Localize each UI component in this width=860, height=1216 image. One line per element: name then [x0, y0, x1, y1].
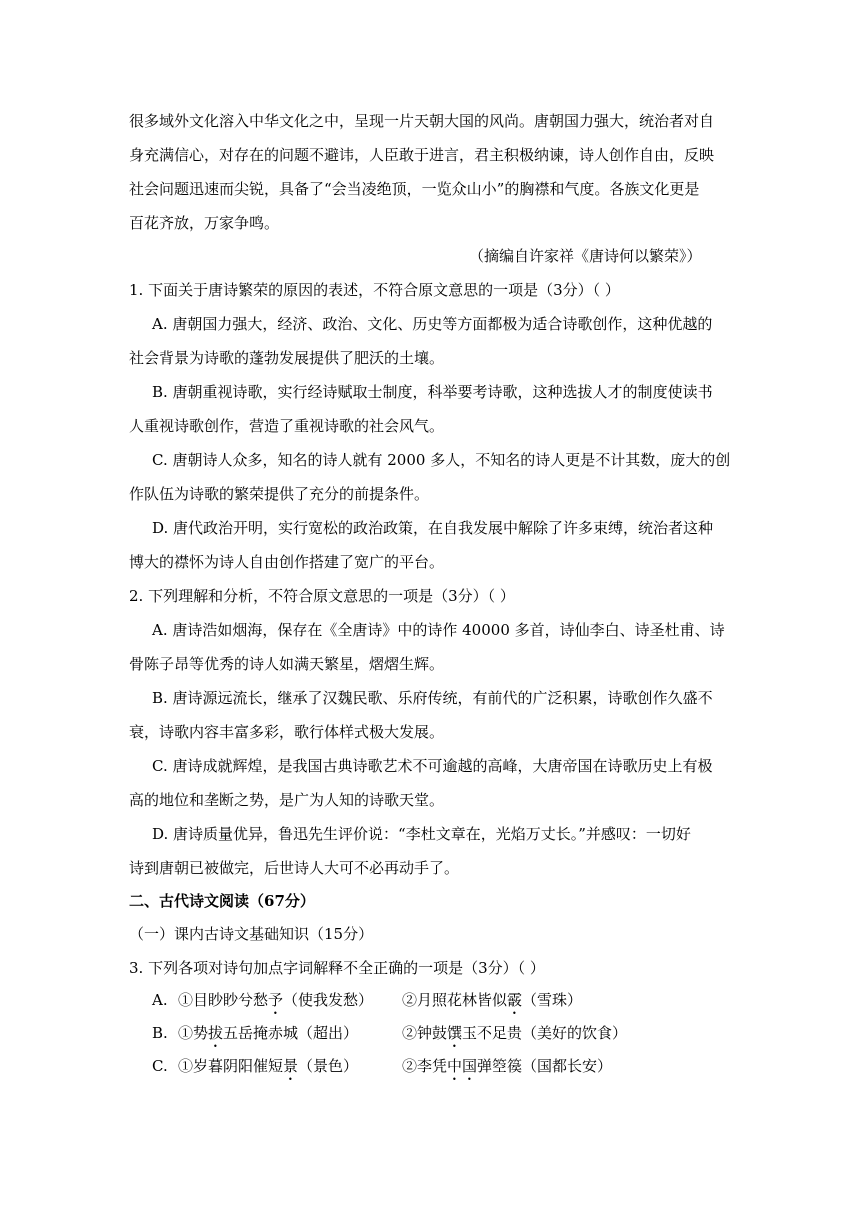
section-2-subtitle: （一）课内古诗文基础知识（15分） — [129, 925, 374, 943]
q1-option-b-cont: 人重视诗歌创作，营造了重视诗歌的社会风气。 — [129, 417, 445, 435]
q2-option-b: B. 唐诗源远流长，继承了汉魏民歌、乐府传统，有前代的广泛积累，诗歌创作久盛不 — [152, 689, 713, 707]
q3-option-c-right: ②李凭中国弹箜篌（国都长安） — [402, 1057, 613, 1075]
passage-line: 百花齐放，万家争鸣。 — [129, 214, 280, 232]
question-3-stem: 3. 下列各项对诗句加点字词解释不全正确的一项是（3分）（ ） — [129, 959, 545, 977]
q1-option-c: C. 唐朝诗人众多，知名的诗人就有 2000 多人，不知名的诗人更是不计其数，庞大的创 — [152, 451, 731, 469]
q3-option-c-left: ①岁暮阴阳催短景（景色） — [178, 1057, 359, 1075]
section-2-title: 二、古代诗文阅读（67分） — [129, 892, 315, 910]
q2-option-c-cont: 高的地位和垄断之势，是广为人知的诗歌天堂。 — [129, 791, 445, 809]
q3-option-c-letter: C. — [152, 1057, 168, 1075]
q3-option-a-left: ①目眇眇兮愁予（使我发愁） — [178, 991, 374, 1009]
q1-option-b: B. 唐朝重视诗歌，实行经诗赋取士制度，科举要考诗歌，这种选拔人才的制度使读书 — [152, 383, 713, 401]
q2-option-a: A. 唐诗浩如烟海，保存在《全唐诗》中的诗作 40000 多首，诗仙李白、诗圣杜甫、诗 — [152, 621, 725, 639]
question-1-stem: 1. 下面关于唐诗繁荣的原因的表述，不符合原文意思的一项是（3分）（ ） — [129, 281, 620, 299]
q2-option-b-cont: 衰，诗歌内容丰富多彩，歌行体样式极大发展。 — [129, 723, 445, 741]
q2-option-c: C. 唐诗成就辉煌，是我国古典诗歌艺术不可逾越的高峰，大唐帝国在诗歌历史上有极 — [152, 757, 713, 775]
q3-option-a-right: ②月照花林皆似霰（雪珠） — [402, 991, 583, 1009]
q3-option-a-letter: A. — [152, 991, 168, 1009]
q2-option-a-cont: 骨陈子昂等优秀的诗人如满天繁星，熠熠生辉。 — [129, 655, 445, 673]
passage-line: 社会问题迅速而尖锐，具备了“会当凌绝顶，一览众山小”的胸襟和气度。各族文化更是 — [129, 180, 700, 198]
q3-option-b-right: ②钟鼓馔玉不足贵（美好的饮食） — [402, 1024, 628, 1042]
q1-option-d-cont: 博大的襟怀为诗人自由创作搭建了宽广的平台。 — [129, 553, 445, 571]
passage-source: （摘编自许家祥《唐诗何以繁荣》） — [469, 247, 702, 265]
q1-option-d: D. 唐代政治开明，实行宽松的政治政策，在自我发展中解除了许多束缚，统治者这种 — [152, 519, 714, 537]
q3-option-b-left: ①势拔五岳掩赤城（超出） — [178, 1024, 359, 1042]
q1-option-c-cont: 作队伍为诗歌的繁荣提供了充分的前提条件。 — [129, 485, 430, 503]
q2-option-d-cont: 诗到唐朝已被做完，后世诗人大可不必再动手了。 — [129, 859, 460, 877]
passage-line: 身充满信心，对存在的问题不避讳，人臣敢于进言，君主积极纳谏，诗人创作自由，反映 — [129, 146, 715, 164]
q2-option-d: D. 唐诗质量优异，鲁迅先生评价说：“李杜文章在，光焰万丈长。”并感叹：一切好 — [152, 825, 691, 843]
q1-option-a: A. 唐朝国力强大，经济、政治、文化、历史等方面都极为适合诗歌创作，这种优越的 — [152, 315, 713, 333]
passage-line: 很多域外文化溶入中华文化之中，呈现一片天朝大国的风尚。唐朝国力强大，统治者对自 — [129, 112, 715, 130]
q1-option-a-cont: 社会背景为诗歌的蓬勃发展提供了肥沃的土壤。 — [129, 349, 445, 367]
question-2-stem: 2. 下列理解和分析，不符合原文意思的一项是（3分）（ ） — [129, 587, 515, 605]
q3-option-b-letter: B. — [152, 1024, 168, 1042]
